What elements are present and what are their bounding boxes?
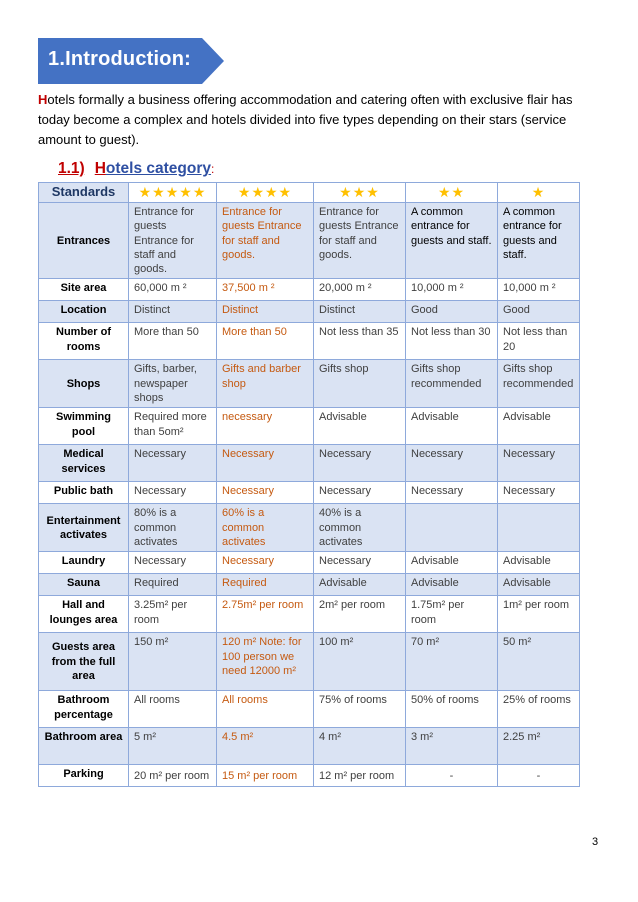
table-cell: 2.75m² per room	[217, 596, 314, 633]
table-cell: Advisable	[314, 408, 406, 445]
table-cell: Advisable	[406, 574, 498, 596]
table-cell: Gifts shop recommended	[406, 360, 498, 408]
table-cell: 15 m² per room	[217, 765, 314, 787]
table-cell: 40% is a common activates	[314, 504, 406, 552]
subsection-colon: :	[211, 162, 215, 176]
five-star-header: ★★★★★	[129, 183, 217, 203]
page-number: 3	[592, 836, 599, 848]
table-cell: Not less than 30	[406, 323, 498, 360]
subsection-title: otels category	[105, 160, 212, 177]
row-label: Public bath	[39, 482, 129, 504]
table-cell: Required more than 5om²	[129, 408, 217, 445]
table-cell: 70 m²	[406, 633, 498, 691]
four-star-header: ★★★★	[217, 183, 314, 203]
table-cell: Advisable	[498, 408, 580, 445]
table-cell: 37,500 m ²	[217, 279, 314, 301]
table-row	[39, 301, 580, 323]
table-row	[39, 633, 580, 691]
table-cell: Good	[406, 301, 498, 323]
intro-paragraph	[38, 90, 583, 150]
row-label: Bathroom area	[39, 728, 129, 765]
table-row	[39, 408, 580, 445]
table-cell: Good	[498, 301, 580, 323]
row-label: Location	[39, 301, 129, 323]
row-label: Parking	[39, 765, 129, 787]
table-cell: 75% of rooms	[314, 691, 406, 728]
table-row	[39, 203, 580, 279]
table-cell: Necessary	[217, 445, 314, 482]
table-cell: More than 50	[217, 323, 314, 360]
table-row	[39, 445, 580, 482]
table-cell: Required	[217, 574, 314, 596]
table-cell: 100 m²	[314, 633, 406, 691]
table-cell: Gifts shop recommended	[498, 360, 580, 408]
table-cell: 20,000 m ²	[314, 279, 406, 301]
table-cell: 80% is a common activates	[129, 504, 217, 552]
section-heading: 1.Introduction:	[48, 48, 191, 70]
table-cell: 3 m²	[406, 728, 498, 765]
table-cell: Entrance for guests Entrance for staff and goods.	[129, 203, 217, 279]
table-cell: Entrance for guests Entrance for staff and goods.	[314, 203, 406, 279]
intro-text: otels formally a business offering accommodation and catering often with exclusive flair has today become a complex and hotels divided into five types depending on their stars (service amount to guest).	[38, 92, 573, 147]
table-row	[39, 728, 580, 765]
table-cell: 5 m²	[129, 728, 217, 765]
table-cell: Advisable	[406, 552, 498, 574]
standards-header: Standards	[39, 183, 129, 203]
table-row	[39, 323, 580, 360]
table-cell: 2m² per room	[314, 596, 406, 633]
table-cell	[498, 504, 580, 552]
table-cell: Required	[129, 574, 217, 596]
table-row	[39, 279, 580, 301]
table-cell: Not less than 20	[498, 323, 580, 360]
table-cell: Advisable	[314, 574, 406, 596]
row-label: Entrances	[39, 203, 129, 279]
two-star-header: ★★	[406, 183, 498, 203]
table-cell: 1m² per room	[498, 596, 580, 633]
row-label: Number of rooms	[39, 323, 129, 360]
table-row	[39, 360, 580, 408]
subsection-number: 1.1)	[58, 160, 85, 177]
row-label: Site area	[39, 279, 129, 301]
table-cell: necessary	[217, 408, 314, 445]
table-cell: 50 m²	[498, 633, 580, 691]
table-cell: 60,000 m ²	[129, 279, 217, 301]
table-cell: Necessary	[129, 482, 217, 504]
table-cell: 120 m² Note: for 100 person we need 12000 m²	[217, 633, 314, 691]
table-cell: 3.25m² per room	[129, 596, 217, 633]
table-cell: Entrance for guests Entrance for staff and goods.	[217, 203, 314, 279]
table-cell	[406, 504, 498, 552]
table-cell: 1.75m² per room	[406, 596, 498, 633]
table-cell: Necessary	[498, 445, 580, 482]
table-row	[39, 552, 580, 574]
table-cell: Necessary	[314, 482, 406, 504]
table-row	[39, 574, 580, 596]
table-cell: Necessary	[129, 445, 217, 482]
table-row	[39, 482, 580, 504]
table-cell: Necessary	[129, 552, 217, 574]
table-cell: Gifts and barber shop	[217, 360, 314, 408]
row-label: Hall and lounges area	[39, 596, 129, 633]
table-cell: Advisable	[498, 552, 580, 574]
table-cell: Gifts shop	[314, 360, 406, 408]
table-cell: Not less than 35	[314, 323, 406, 360]
table-cell: A common entrance for guests and staff.	[406, 203, 498, 279]
row-label: Entertainment activates	[39, 504, 129, 552]
table-cell: 2.25 m²	[498, 728, 580, 765]
row-label: Laundry	[39, 552, 129, 574]
table-cell: Distinct	[129, 301, 217, 323]
table-cell: Necessary	[217, 482, 314, 504]
table-cell: Gifts, barber, newspaper shops	[129, 360, 217, 408]
table-cell: Necessary	[314, 552, 406, 574]
table-cell: Necessary	[406, 445, 498, 482]
table-cell: 4.5 m²	[217, 728, 314, 765]
subsection-heading	[58, 160, 214, 178]
table-cell: 20 m² per room	[129, 765, 217, 787]
table-cell: -	[406, 765, 498, 787]
table-cell: 12 m² per room	[314, 765, 406, 787]
intro-first-letter: H	[38, 92, 48, 107]
table-cell: Distinct	[217, 301, 314, 323]
table-cell: 150 m²	[129, 633, 217, 691]
table-cell: Necessary	[314, 445, 406, 482]
section-heading-banner	[38, 38, 224, 84]
table-row	[39, 596, 580, 633]
row-label: Medical services	[39, 445, 129, 482]
table-cell: 4 m²	[314, 728, 406, 765]
table-row	[39, 504, 580, 552]
table-cell: -	[498, 765, 580, 787]
table-cell: Necessary	[406, 482, 498, 504]
row-label: Sauna	[39, 574, 129, 596]
table-cell: All rooms	[129, 691, 217, 728]
table-cell: Advisable	[406, 408, 498, 445]
row-label: Bathroom percentage	[39, 691, 129, 728]
subsection-first-letter: H	[94, 160, 106, 177]
one-star-header: ★	[498, 183, 580, 203]
table-cell: Necessary	[498, 482, 580, 504]
hotels-category-table	[38, 182, 580, 787]
table-cell: Advisable	[498, 574, 580, 596]
row-label: Guests area from the full area	[39, 633, 129, 691]
table-cell: Necessary	[217, 552, 314, 574]
table-cell: All rooms	[217, 691, 314, 728]
row-label: Shops	[39, 360, 129, 408]
table-cell: 10,000 m ²	[406, 279, 498, 301]
table-cell: 60% is a common activates	[217, 504, 314, 552]
table-row	[39, 765, 580, 787]
table-cell: Distinct	[314, 301, 406, 323]
three-star-header: ★★★	[314, 183, 406, 203]
table-cell: 50% of rooms	[406, 691, 498, 728]
table-row	[39, 691, 580, 728]
table-cell: A common entrance for guests and staff.	[498, 203, 580, 279]
table-cell: 25% of rooms	[498, 691, 580, 728]
table-cell: 10,000 m ²	[498, 279, 580, 301]
row-label: Swimming pool	[39, 408, 129, 445]
table-cell: More than 50	[129, 323, 217, 360]
